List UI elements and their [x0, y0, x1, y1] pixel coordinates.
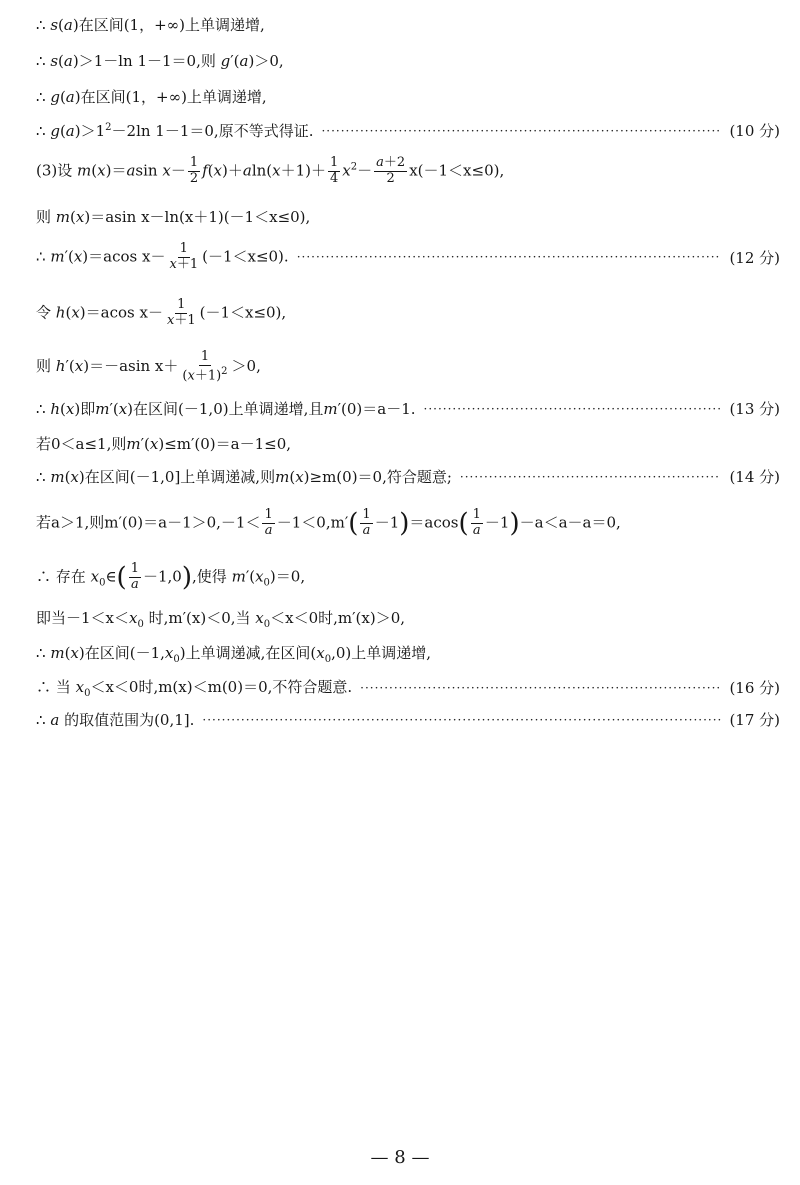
solution-line: (3)设 m(x)＝asin x－ $\frac{1}{2}$ f(x)＋aln(x＋1)＋ $\frac{1}{4}$ $x^2-$ $\frac{a+2}{2}$ x(－1＜x≤0), — [36, 155, 505, 186]
solution-line: ∴ a 的取值范围为(0,1]. ····· (17 分) — [36, 709, 780, 730]
line-text: (3)设 — [36, 161, 73, 180]
leader-dots — [202, 713, 721, 727]
line-text: 若a＞1,则m′(0)＝a－1＞0,－1＜ — [36, 513, 261, 532]
line-text: 在区间(－1,0)上单调递增,且 — [133, 400, 324, 418]
solution-line: 若a＞1,则m′(0)＝a－1＞0,－1＜ $\frac{1}{a}$ －1＜0,m′( $\frac{1}{a}$ －1)＝acos( $\frac{1}{a}$ －1)－a＜a－a＝0, — [36, 507, 621, 539]
therefore-symbol: ∴ — [36, 468, 46, 486]
line-text: ＝acos x－ — [85, 303, 163, 322]
therefore-symbol: ∴ — [36, 678, 52, 696]
fraction: $\frac{a+2}{2}$ — [376, 155, 406, 186]
score-label: (14 分) — [729, 468, 780, 486]
therefore-symbol: ∴ — [36, 400, 46, 418]
line-text: ＝a－1. — [362, 400, 416, 418]
score-label: (13 分) — [729, 400, 780, 418]
solution-line: ∴ g(a)在区间(1，+∞)上单调递增, — [36, 88, 267, 106]
solution-line: 即当$-1<x<x_0$ 时,m′(x)＜0,当 $x_0<x<0$时,m′(x)＞0, — [36, 609, 406, 630]
fraction: $\frac{1}{(x+1)^2}$ — [182, 349, 228, 384]
line-text: ＜x＜0时,m(x)＜m(0)＝0,不符合题意. — [90, 678, 353, 696]
line-text: 则 — [36, 357, 52, 376]
line-text: x(－1＜x≤0), — [409, 161, 505, 180]
line-text: 在区间(－1,0]上单调递减,则 — [84, 468, 276, 486]
line-text: ＝acos x－ — [88, 247, 166, 266]
therefore-symbol: ∴ — [36, 644, 46, 662]
therefore-symbol: ∴ — [36, 247, 46, 266]
line-text: )上单调递减,在区间( — [179, 644, 317, 662]
solution-line: ∴ m(x)在区间(－1,0]上单调递减,则m(x)≥m(0)＝0,符合题意; ····· (14 分) — [36, 466, 780, 487]
line-text: 即当－1＜x＜ — [36, 609, 130, 627]
solution-line: ∴ h(x)即m′(x)在区间(－1,0)上单调递增,且m′(0)＝a－1. ····· (13 分) — [36, 398, 780, 419]
line-text: ≥m(0)＝0,符合题意; — [309, 468, 452, 486]
score-label: (12 分) — [729, 248, 780, 267]
score-label: (10 分) — [729, 122, 780, 140]
line-text: 若0＜a≤1,则 — [36, 435, 127, 453]
line-text: 在区间(1，+∞)上单调递增, — [78, 16, 265, 34]
line-text: ≤m′(0)＝a－1≤0, — [164, 435, 292, 453]
line-text: 使得 — [196, 567, 227, 586]
line-text: ＞0, — [231, 357, 261, 376]
solution-line: ∴ s(a)在区间(1，+∞)上单调递增, — [36, 16, 265, 34]
solution-line: 令 h(x)＝acos x－ $\frac{1}{x+1}$ (－1＜x≤0), — [36, 297, 287, 328]
line-text: 在区间(1，+∞)上单调递增, — [80, 88, 267, 106]
score-label: (17 分) — [729, 711, 780, 729]
line-text: 的取值范围为(0,1]. — [64, 711, 195, 729]
line-text: 则 — [36, 208, 52, 226]
score-label: (16 分) — [729, 679, 780, 697]
line-text: ,0)上单调递增, — [331, 644, 432, 662]
fraction: $\frac{1}{a}$ — [264, 507, 273, 538]
line-text: ＞1 — [80, 122, 106, 140]
solution-line: ∴ $g(a)>1^2-2\ln$ 1－1＝0,原不等式得证. ····· (10 分) — [36, 120, 780, 141]
solution-line: ∴ 当 $x_0<x<0$时,m(x)＜m(0)＝0,不符合题意. ····· (16 分) — [36, 676, 780, 699]
line-text: －1＜0,m′ — [276, 513, 349, 532]
fraction: $\frac{1}{x+1}$ — [169, 241, 199, 272]
line-text: 在区间(－1, — [84, 644, 165, 662]
line-text: ＝acos — [409, 513, 459, 532]
line-text: 当 — [55, 678, 71, 696]
fraction: $\frac{1}{2}$ — [189, 155, 199, 186]
line-text: ＞0, — [254, 52, 284, 70]
therefore-symbol: ∴ — [36, 711, 46, 729]
therefore-symbol: ∴ — [36, 122, 46, 140]
page-number: — 8 — — [370, 1147, 430, 1168]
line-text: (－1＜x≤0), — [199, 303, 287, 322]
leader-dots — [297, 250, 722, 264]
fraction: $\frac{1}{a}$ — [472, 507, 481, 538]
solution-line: ∴ m(x)在区间$(-1,x_0)$上单调递减,在区间$(x_0,0)$上单调递增, — [36, 644, 432, 665]
fraction: $\frac{1}{4}$ — [330, 155, 339, 186]
fraction: $\frac{1}{x+1}$ — [166, 297, 196, 328]
line-text: ＝0, — [275, 567, 306, 586]
line-text: ＝－asin x＋ — [89, 357, 179, 376]
solution-line: ∴ 存在 $x_0\in$( $\frac{1}{a}$ －1,0),使得 $m'(x_0)=0$, — [36, 561, 306, 593]
therefore-symbol: ∴ — [36, 52, 46, 70]
line-text: ＝asin x－ln(x＋1)(－1＜x≤0), — [90, 208, 311, 226]
line-text: 令 — [36, 303, 52, 322]
solution-line: ∴ s(a)＞1－ln 1－1＝0,则 g′(a)＞0, — [36, 52, 284, 70]
leader-dots — [424, 402, 722, 416]
solution-line: 若0＜a≤1,则m′(x)≤m′(0)＝a－1≤0, — [36, 435, 292, 453]
solution-line: 则 m(x)＝asin x－ln(x＋1)(－1＜x≤0), — [36, 208, 311, 226]
line-text: 即 — [80, 400, 96, 418]
line-text: 时,m′(x)＜0,当 — [148, 609, 251, 627]
line-text: ＜x＜0时,m′(x)＞0, — [270, 609, 406, 627]
therefore-symbol: ∴ — [36, 88, 46, 106]
therefore-symbol: ∴ — [36, 567, 52, 586]
fraction: $\frac{1}{a}$ — [130, 561, 139, 592]
leader-dots — [321, 124, 721, 138]
line-text: －2ln 1－1＝0,原不等式得证. — [111, 122, 314, 140]
solution-line: 则 h′(x)＝－asin x＋ $\frac{1}{(x+1)^2}$ ＞0, — [36, 349, 261, 384]
line-text: 存在 — [55, 567, 86, 586]
fraction: $\frac{1}{a}$ — [362, 507, 371, 538]
line-text: －a＜a－a＝0, — [519, 513, 621, 532]
leader-dots — [460, 470, 722, 484]
therefore-symbol: ∴ — [36, 16, 46, 34]
line-text: (－1＜x≤0). — [202, 247, 289, 266]
leader-dots — [360, 681, 721, 695]
line-text: ＞1－ln 1－1＝0,则 — [78, 52, 216, 70]
solution-line: ∴ m′(x)＝acos x－ $\frac{1}{x+1}$ (－1＜x≤0). ····· (12 分) — [36, 242, 780, 273]
